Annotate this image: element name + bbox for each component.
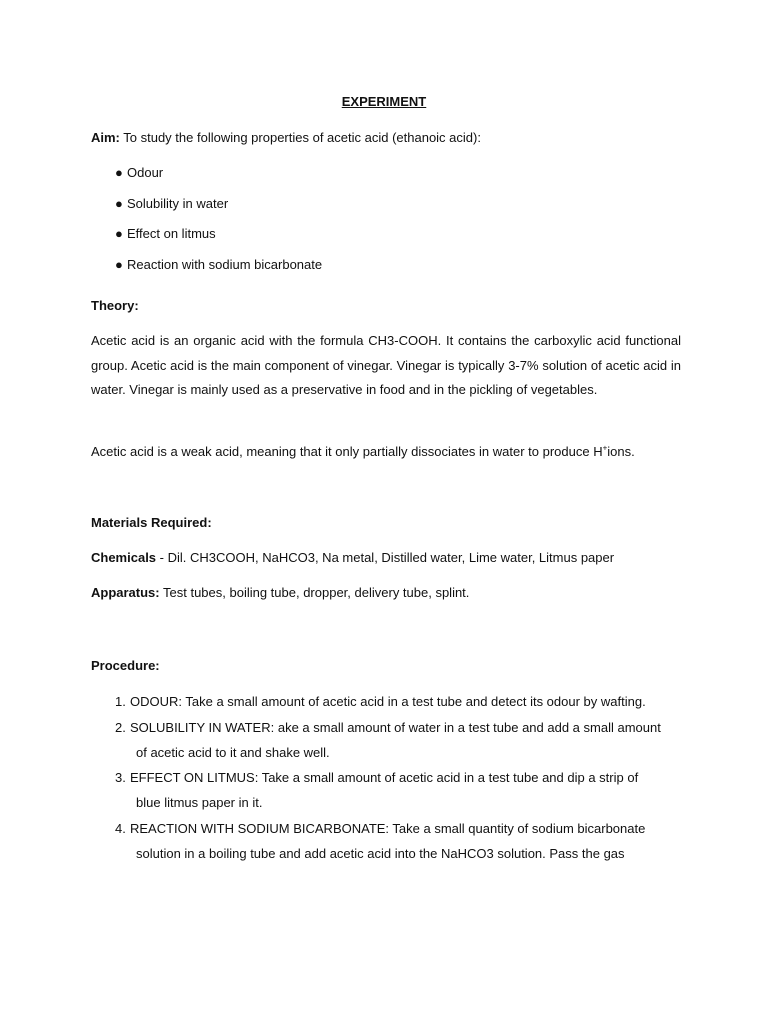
bullet-text: Effect on litmus bbox=[127, 226, 216, 241]
procedure-heading-text: Procedure: bbox=[91, 658, 160, 673]
materials-heading-text: Materials Required: bbox=[91, 515, 212, 530]
step-number: 4. bbox=[115, 821, 126, 836]
procedure-step bbox=[115, 765, 681, 790]
aim-line bbox=[91, 129, 681, 147]
procedure-step-continuation: solution in a boiling tube and add acetic acid into the NaHCO3 solution. Pass the gas bbox=[136, 846, 625, 861]
aim-bullet-item bbox=[115, 256, 322, 274]
procedure-step bbox=[115, 715, 681, 740]
step-text: EFFECT ON LITMUS: Take a small amount of acetic acid in a test tube and dip a strip of bbox=[130, 770, 639, 785]
apparatus-text: Test tubes, boiling tube, dropper, delivery tube, splint. bbox=[159, 585, 470, 600]
bullet-icon: ● bbox=[115, 257, 123, 272]
step-text: ODOUR: Take a small amount of acetic acid in a test tube and detect its odour by wafting. bbox=[130, 694, 646, 709]
apparatus-line bbox=[91, 584, 681, 602]
materials-heading bbox=[91, 514, 681, 532]
document-title: EXPERIMENT bbox=[341, 94, 427, 109]
theory-paragraph-2 bbox=[91, 443, 681, 461]
chemicals-text: - Dil. CH3COOH, NaHCO3, Na metal, Distilled water, Lime water, Litmus paper bbox=[156, 550, 615, 565]
bullet-icon: ● bbox=[115, 165, 123, 180]
bullet-text: Reaction with sodium bicarbonate bbox=[127, 257, 323, 272]
theory-heading-text: Theory: bbox=[91, 298, 139, 313]
step-text: SOLUBILITY IN WATER: ake a small amount of water in a test tube and add a small amount bbox=[130, 720, 661, 735]
chemicals-line bbox=[91, 549, 681, 567]
step-number: 2. bbox=[115, 720, 126, 735]
aim-label: Aim: bbox=[91, 130, 120, 145]
theory-paragraph-1: Acetic acid is an organic acid with the formula CH3-COOH. It contains the carboxylic acid functional group. Acetic acid is the main component of vinegar. Vinegar is typically 3-7% solution of acetic acid in water. Vinegar is mainly used as a preservative in food and in the pickling of vegetables. bbox=[91, 333, 681, 397]
aim-bullet-item bbox=[115, 225, 216, 243]
aim-bullet-item bbox=[115, 195, 228, 213]
step-text: REACTION WITH SODIUM BICARBONATE: Take a small quantity of sodium bicarbonate bbox=[130, 821, 646, 836]
superscript-plus: + bbox=[602, 443, 608, 453]
bullet-text: Odour bbox=[127, 165, 164, 180]
procedure-step bbox=[115, 689, 681, 714]
procedure-step-continuation: blue litmus paper in it. bbox=[136, 795, 263, 810]
theory-paragraph-2-text: Acetic acid is a weak acid, meaning that it only partially dissociates in water to produce H bbox=[91, 444, 603, 459]
apparatus-label: Apparatus: bbox=[91, 585, 160, 600]
theory-paragraph-2-end: ions. bbox=[607, 444, 635, 459]
step-number: 3. bbox=[115, 770, 126, 785]
step-number: 1. bbox=[115, 694, 126, 709]
procedure-step bbox=[115, 816, 681, 841]
aim-text: To study the following properties of acetic acid (ethanoic acid): bbox=[119, 130, 481, 145]
procedure-heading bbox=[91, 657, 681, 675]
aim-bullet-item bbox=[115, 164, 163, 182]
procedure-step-continuation: of acetic acid to it and shake well. bbox=[136, 745, 330, 760]
theory-heading bbox=[91, 297, 681, 315]
bullet-text: Solubility in water bbox=[127, 196, 229, 211]
chemicals-label: Chemicals bbox=[91, 550, 157, 565]
bullet-icon: ● bbox=[115, 196, 123, 211]
bullet-icon: ● bbox=[115, 226, 123, 241]
